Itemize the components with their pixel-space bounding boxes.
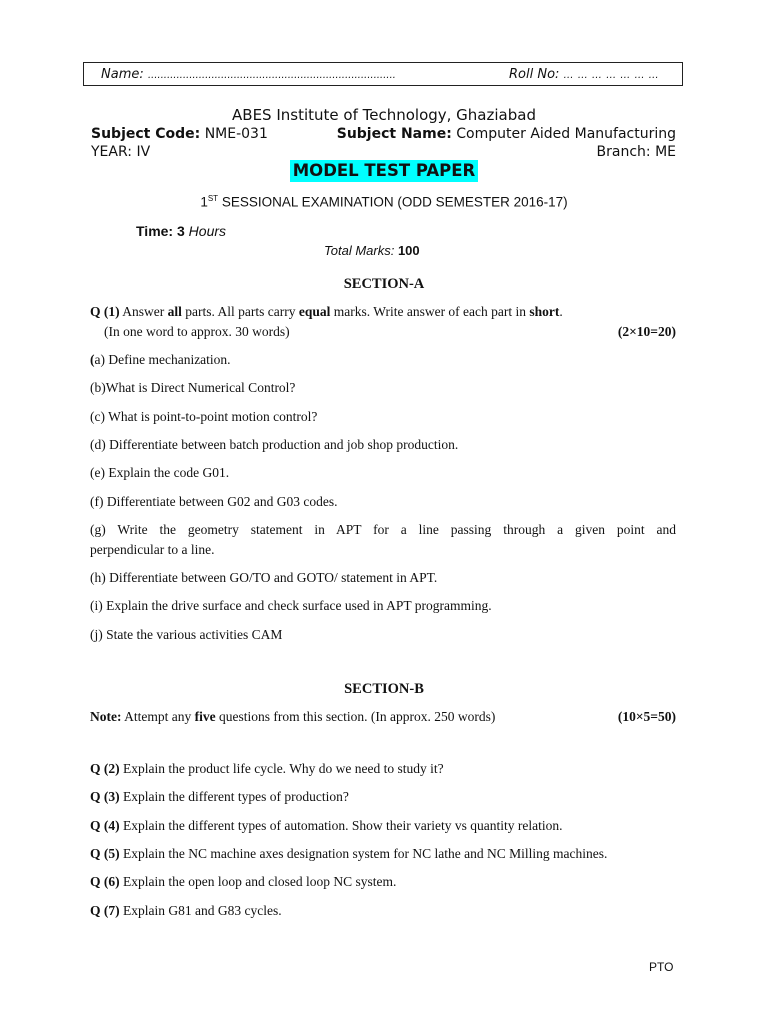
time-line: [136, 223, 226, 239]
note-bold-five: five: [194, 709, 216, 724]
subject-name-label: Subject Name:: [336, 126, 452, 142]
q1-bold-equal: equal: [298, 304, 331, 319]
year-label: YEAR:: [91, 144, 132, 160]
paper-title: MODEL TEST PAPER: [290, 160, 479, 182]
part-d: (d) Differentiate between batch production and job shop production.: [90, 437, 459, 452]
part-c: (c) What is point-to-point motion control?: [90, 409, 318, 424]
question-label: Q (4): [90, 818, 120, 833]
question-7: [90, 901, 676, 921]
session-text: SESSIONAL EXAMINATION (ODD SEMESTER 2016-17): [221, 194, 568, 210]
q1-text-3: marks. Write answer of each part in: [333, 304, 527, 319]
part-a-open: (: [90, 352, 95, 367]
question-5: [90, 844, 676, 864]
part-e: (e) Explain the code G01.: [90, 465, 230, 480]
section-b-marks: (10×5=50): [617, 709, 676, 724]
rollno-dots: … … … … … … …: [563, 70, 660, 81]
session-line: [0, 194, 768, 210]
q1-bold-short: short: [529, 304, 560, 319]
time-value: 3: [176, 223, 185, 239]
question-text: Explain the product life cycle. Why do we need to study it?: [123, 761, 444, 776]
section-a-heading: SECTION-A: [343, 276, 425, 292]
year: [91, 144, 150, 160]
part-i: (i) Explain the drive surface and check surface used in APT programming.: [90, 598, 492, 613]
rollno-field: [509, 67, 659, 82]
section-b-heading: SECTION-B: [344, 681, 424, 697]
part-h: (h) Differentiate between GO/TO and GOTO/ statement in APT.: [90, 570, 438, 585]
part-f: (f) Differentiate between G02 and G03 codes.: [90, 494, 338, 509]
q1-instruction: (In one word to approx. 30 words): [104, 324, 290, 339]
q1-text-2: parts. All parts carry: [185, 304, 296, 319]
session-superscript: ST: [207, 194, 219, 203]
note-text-2: questions from this section. (In approx. 250 words): [219, 709, 496, 724]
question-label: Q (6): [90, 874, 120, 889]
part-j: (j) State the various activities CAM: [90, 627, 283, 642]
q1-label: Q (1): [90, 304, 120, 319]
time-unit: Hours: [188, 223, 227, 239]
question-label: Q (2): [90, 761, 120, 776]
part-g-line-1: (g) Write the geometry statement in APT for a line passing through a given point and: [90, 522, 676, 537]
question-text: Explain the different types of automation. Show their variety vs quantity relation.: [123, 818, 563, 833]
part-b: (b)What is Direct Numerical Control?: [90, 380, 296, 395]
name-label: Name:: [101, 67, 144, 82]
question-text: Explain the NC machine axes designation system for NC lathe and NC Milling machines.: [123, 846, 608, 861]
question-text: Explain the open loop and closed loop NC system.: [123, 874, 397, 889]
branch: [597, 144, 677, 160]
question-1: [90, 302, 676, 322]
question-text: Explain G81 and G83 cycles.: [123, 903, 282, 918]
question-label: Q (7): [90, 903, 120, 918]
question-label: Q (5): [90, 846, 120, 861]
note-text-1: Attempt any: [124, 709, 192, 724]
rollno-label: Roll No:: [509, 67, 560, 82]
name-rollno-box: [83, 62, 683, 86]
subject-name: [337, 126, 676, 142]
name-dots: ..............................................................................: [147, 70, 396, 81]
question-6: [90, 872, 676, 892]
session-number: 1: [200, 194, 208, 210]
total-marks-label: Total Marks:: [324, 243, 395, 258]
branch-value: ME: [655, 144, 676, 160]
note-label: Note:: [90, 709, 122, 724]
question-text: Explain the different types of production?: [123, 789, 349, 804]
q1-text-1: Answer: [122, 304, 165, 319]
q1-bold-all: all: [167, 304, 182, 319]
time-label: Time:: [136, 223, 174, 239]
total-marks-line: [324, 243, 420, 258]
question-4: [90, 816, 676, 836]
question-label: Q (3): [90, 789, 120, 804]
q1-marks: (2×10=20): [617, 324, 676, 339]
branch-label: Branch:: [596, 144, 651, 160]
institute-name: ABES Institute of Technology, Ghaziabad: [232, 106, 536, 124]
total-marks-value: 100: [397, 243, 420, 258]
question-2: [90, 759, 676, 779]
subject-name-value: Computer Aided Manufacturing: [456, 126, 676, 142]
part-g-line-2: perpendicular to a line.: [90, 542, 215, 557]
subject-code-label: Subject Code:: [91, 126, 201, 142]
subject-code: [91, 126, 268, 142]
pto-label: PTO: [649, 960, 674, 974]
question-1-line-2: [90, 322, 676, 342]
title-wrapper: [0, 160, 768, 182]
year-value: IV: [136, 144, 151, 160]
question-3: [90, 787, 676, 807]
name-field: [101, 67, 396, 82]
section-b-note: [90, 707, 676, 727]
subject-code-value: NME-031: [204, 126, 268, 142]
part-a: [90, 350, 676, 370]
part-a-text: a) Define mechanization.: [94, 352, 231, 367]
q1-text-4: .: [559, 304, 563, 319]
